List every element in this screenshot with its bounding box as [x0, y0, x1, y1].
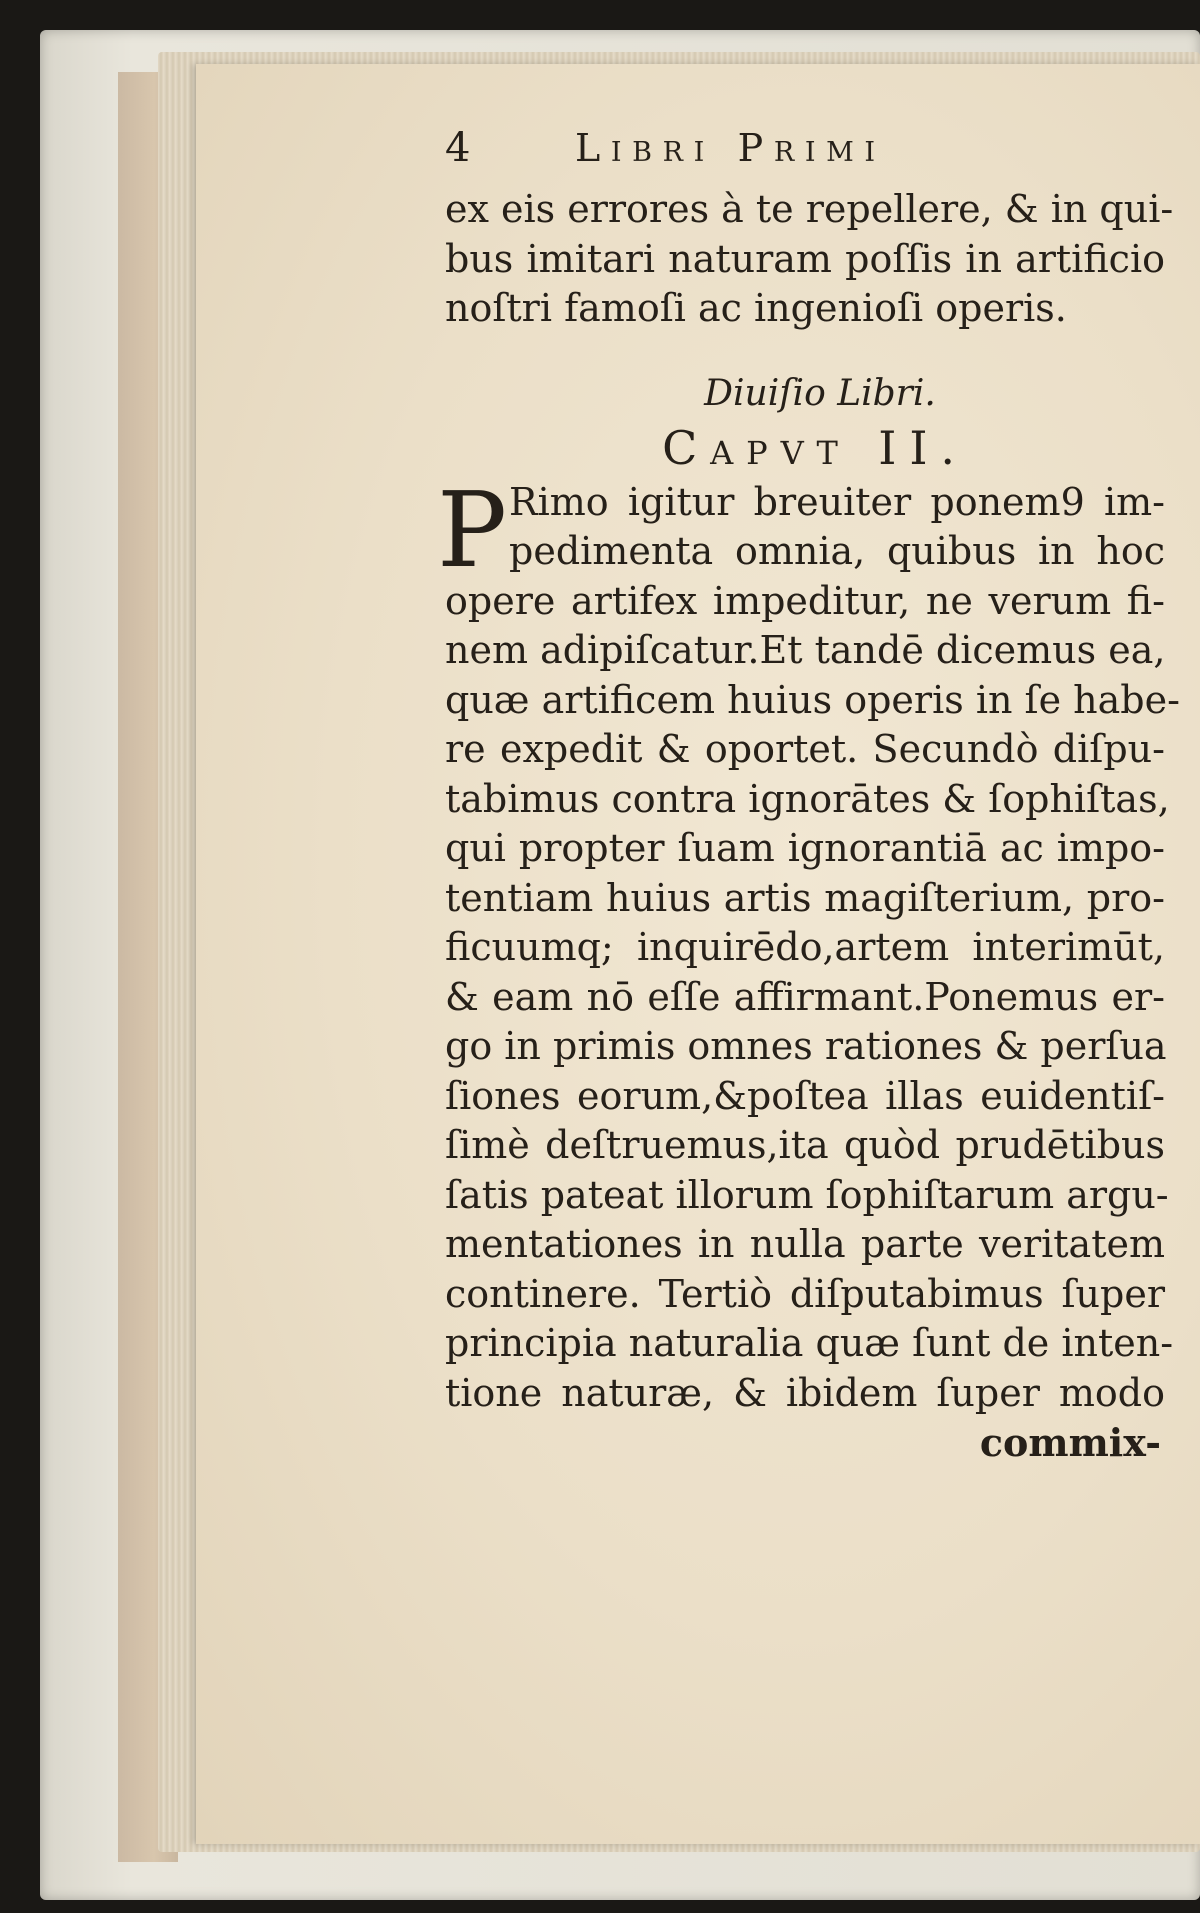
- intro-paragraph: [445, 185, 1174, 334]
- text-line: pedimenta omnia, quibus in hoc: [509, 529, 1165, 573]
- text-line: continere. Tertiò diſputabimus ſuper: [445, 1271, 1165, 1316]
- text-line: qui propter ſuam ignorantiā ac impo-: [445, 826, 1165, 870]
- text-line: opere artifex impeditur, ne verum fi-: [445, 578, 1165, 623]
- running-title: Libri Primi: [575, 126, 886, 170]
- text-line: noſtri famoſi ac ingenioſi operis.: [445, 286, 1067, 330]
- text-line: quæ artificem huius operis in ſe habe-: [445, 677, 1180, 722]
- text-line: & eam nō eſſe affirmant.Ponemus er-: [445, 974, 1165, 1019]
- text-line: bus imitari naturam poſſis in artificio: [445, 236, 1165, 281]
- chapter-paragraph: [437, 468, 1180, 1419]
- text-line: mentationes in nulla parte veritatem: [445, 1222, 1165, 1266]
- drop-cap-initial: P: [437, 468, 507, 591]
- text-line: ex eis errores à te repellere, & in qui-: [445, 187, 1174, 231]
- text-line: ficuumq; inquirēdo,artem interimūt,: [445, 925, 1165, 969]
- text-line: tentiam huius artis magiſterium, pro-: [445, 875, 1165, 920]
- text-block: [437, 125, 1180, 1468]
- text-line: re expedit & oportet. Secundò diſpu-: [445, 727, 1165, 771]
- text-line: principia naturalia quæ ſunt de inten-: [445, 1321, 1174, 1365]
- text-line: go in primis omnes rationes & perſua: [445, 1024, 1167, 1068]
- catchword: commix-: [979, 1420, 1161, 1465]
- page-number: 4: [445, 125, 472, 171]
- text-line: nem adipiſcatur.Et tandē dicemus ea,: [445, 628, 1166, 672]
- chapter-heading: Capvt II.: [662, 420, 968, 475]
- running-head: [445, 125, 1165, 185]
- text-line: tione naturæ, & ibidem ſuper modo: [445, 1370, 1165, 1415]
- text-line: tabimus contra ignorātes & ſophiſtas,: [445, 776, 1170, 821]
- text-line: Rimo igitur breuiter ponem9 im-: [509, 479, 1165, 524]
- text-line: ſiones eorum,&poſtea illas euidentiſ-: [445, 1073, 1165, 1118]
- text-line: ſimè deſtruemus,ita quòd prudētibus: [445, 1123, 1165, 1167]
- division-heading: Diuiſio Libri.: [704, 372, 936, 414]
- text-line: ſatis pateat illorum ſophiſtarum argu-: [445, 1172, 1169, 1217]
